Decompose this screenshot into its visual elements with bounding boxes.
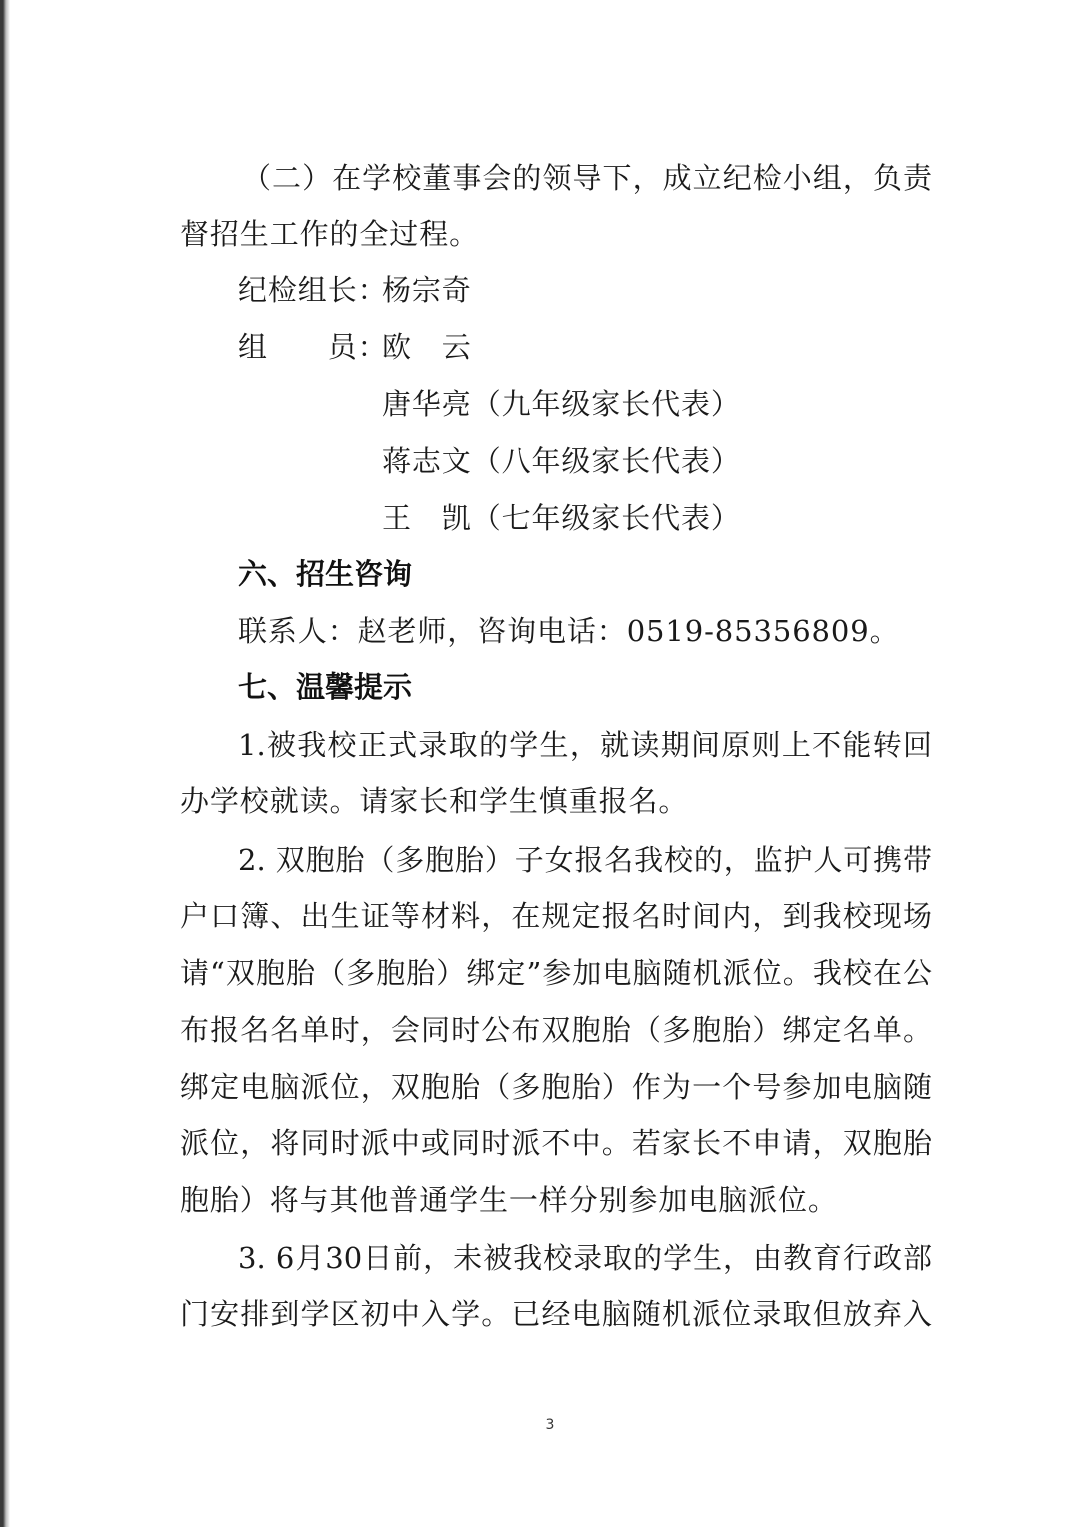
paragraph-line: 户口簿、出生证等材料，在规定报名时间内，到我校现场 bbox=[180, 899, 932, 933]
paragraph-line: 布报名名单时，会同时公布双胞胎（多胞胎）绑定名单。 bbox=[180, 1013, 932, 1047]
paragraph-line: 督招生工作的全过程。 bbox=[180, 217, 480, 251]
team-member: 王 凯（七年级家长代表） bbox=[382, 501, 741, 535]
team-member: 欧 云 bbox=[382, 330, 472, 364]
paragraph-line: （二）在学校董事会的领导下，成立纪检小组，负责 bbox=[242, 161, 932, 195]
paragraph-line: 3. 6月30日前，未被我校录取的学生，由教育行政部 bbox=[238, 1241, 932, 1275]
team-leader-name: 杨宗奇 bbox=[382, 273, 472, 307]
paragraph-line: 1.被我校正式录取的学生，就读期间原则上不能转回 bbox=[238, 728, 932, 762]
page-number: 3 bbox=[545, 1417, 555, 1433]
team-member: 蒋志文（八年级家长代表） bbox=[382, 444, 741, 478]
paragraph-line: 绑定电脑派位，双胞胎（多胞胎）作为一个号参加电脑随 bbox=[180, 1070, 932, 1104]
team-member: 唐华亮（九年级家长代表） bbox=[382, 387, 741, 421]
paragraph-line: 胞胎）将与其他普通学生一样分别参加电脑派位。 bbox=[180, 1183, 838, 1217]
contact-info: 联系人：赵老师，咨询电话：0519-85356809。 bbox=[238, 614, 900, 648]
paragraph-line: 门安排到学区初中入学。已经电脑随机派位录取但放弃入 bbox=[180, 1297, 932, 1331]
section-heading-reminder: 七、温馨提示 bbox=[238, 670, 413, 704]
paragraph-line: 办学校就读。请家长和学生慎重报名。 bbox=[180, 784, 689, 818]
paragraph-line: 派位，将同时派中或同时派不中。若家长不申请，双胞胎 bbox=[180, 1126, 932, 1160]
team-member-label: 组 员： bbox=[238, 330, 388, 364]
section-heading-consultation: 六、招生咨询 bbox=[238, 557, 413, 591]
paragraph-line: 请“双胞胎（多胞胎）绑定”参加电脑随机派位。我校在公 bbox=[180, 956, 932, 990]
team-leader-label: 纪检组长： bbox=[238, 273, 388, 307]
scan-edge-shadow bbox=[0, 0, 10, 1527]
paragraph-line: 2. 双胞胎（多胞胎）子女报名我校的，监护人可携带 bbox=[238, 843, 932, 877]
